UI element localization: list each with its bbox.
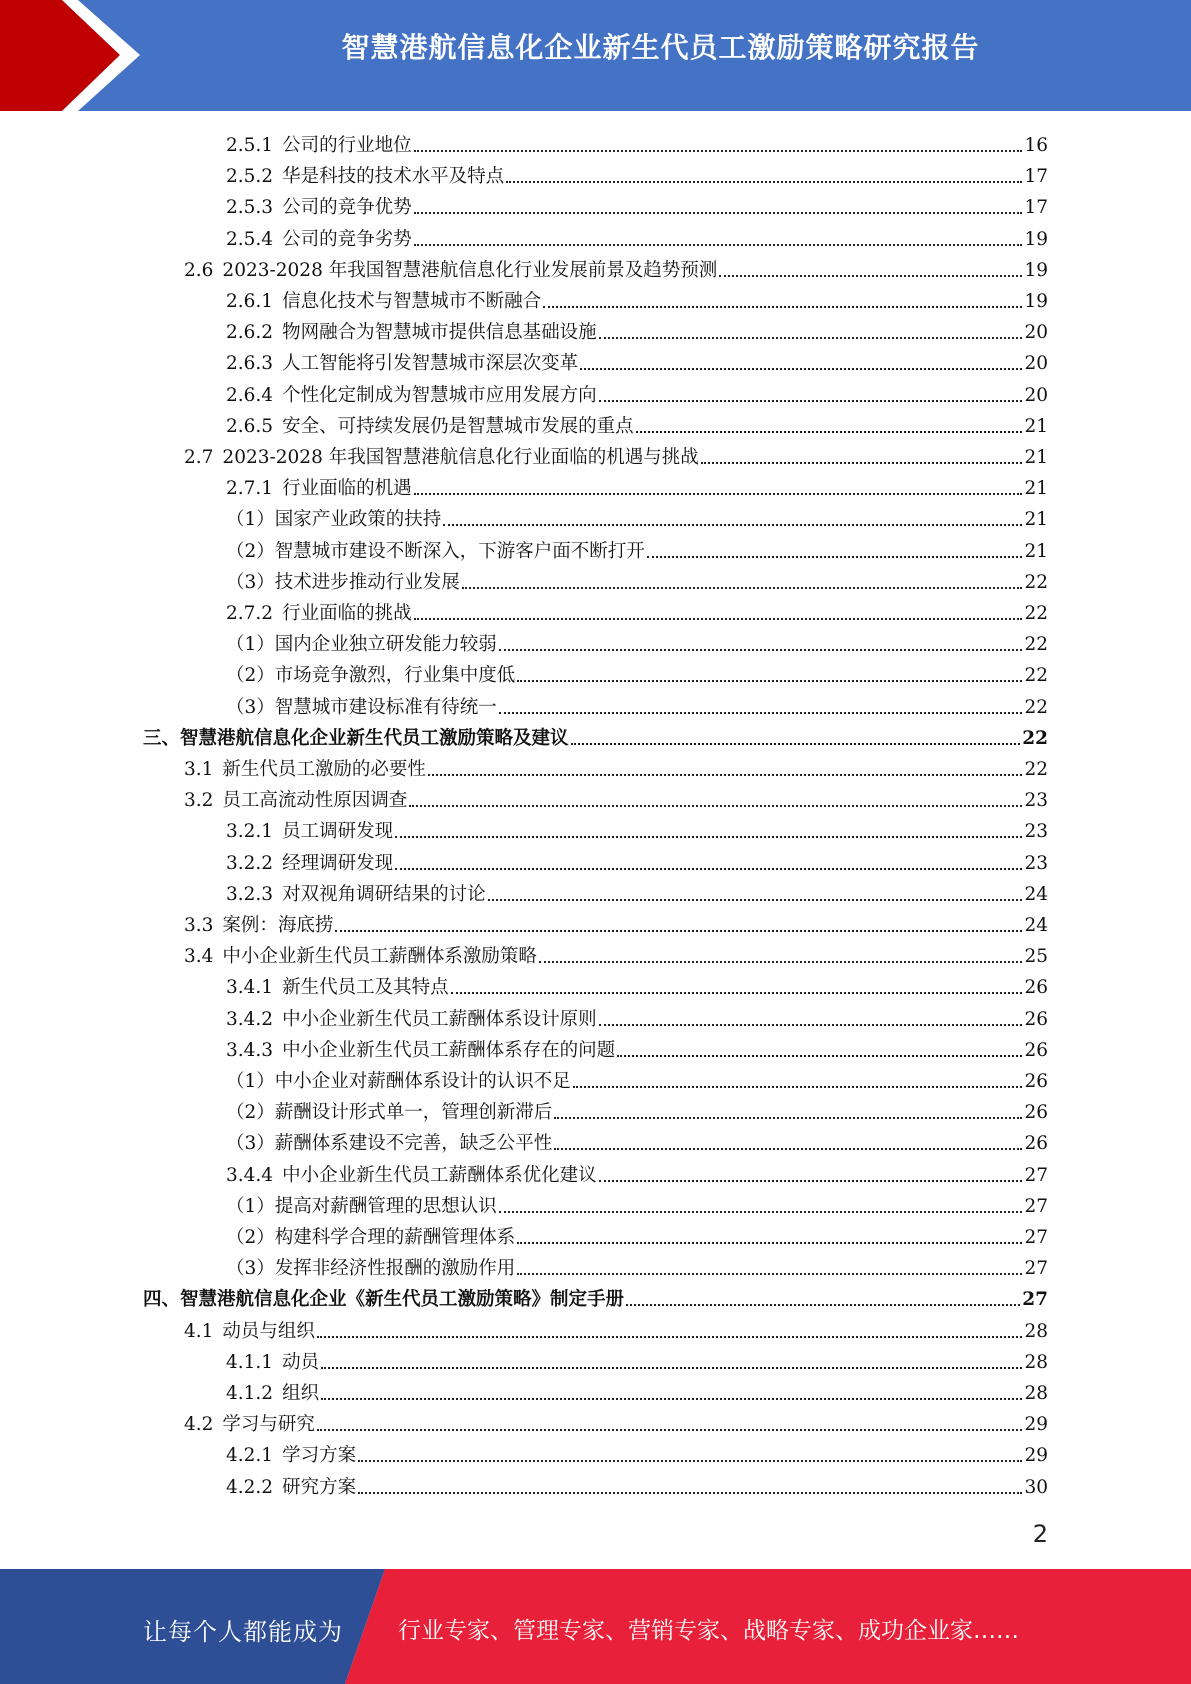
toc-entry[interactable] [184, 907, 1048, 937]
toc-entry-title: 薪酬设计形式单一，管理创新滞后 [274, 1102, 553, 1124]
toc-dot-leader [599, 1024, 1023, 1026]
toc-entry-number: 3.3 [184, 915, 214, 936]
toc-entry-title: 新生代员工及其特点 [282, 977, 449, 999]
toc-entry-title: 智慧港航信息化企业新生代员工激励策略及建议 [180, 727, 569, 749]
toc-entry[interactable] [226, 876, 1048, 906]
toc-dot-leader [335, 930, 1022, 932]
toc-entry-page: 21 [1024, 509, 1048, 531]
toc-dot-leader [517, 1242, 1022, 1244]
toc-entry-page: 19 [1024, 228, 1048, 250]
toc-entry-page: 21 [1024, 540, 1048, 562]
toc-entry-number: 3.2.3 [226, 883, 274, 905]
toc-entry-page: 27 [1022, 1289, 1048, 1311]
toc-dot-leader [499, 1211, 1023, 1213]
toc-entry-title: 市场竞争激烈，行业集中度低 [274, 665, 516, 687]
toc-entry-title: 员工高流动性原因调查 [222, 790, 408, 812]
toc-entry[interactable] [226, 1375, 1048, 1405]
toc-entry-title: 公司的竞争优势 [282, 197, 412, 219]
toc-entry-title: 技术进步推动行业发展 [274, 571, 460, 593]
toc-entry-number: 2.7 [184, 447, 214, 468]
toc-entry-number: （2） [226, 665, 275, 687]
toc-dot-leader [321, 1367, 1022, 1369]
toc-entry-page: 23 [1024, 821, 1048, 843]
toc-entry-page: 24 [1024, 883, 1048, 905]
toc-entry[interactable] [226, 127, 1048, 157]
toc-entry-title: 信息化技术与智慧城市不断融合 [282, 291, 542, 312]
toc-entry[interactable] [184, 252, 1048, 282]
toc-entry[interactable] [184, 782, 1048, 812]
toc-dot-leader [636, 431, 1023, 433]
toc-entry-title: 案例：海底捞 [222, 915, 334, 936]
toc-entry[interactable] [184, 938, 1048, 968]
toc-entry-title: 组织 [282, 1383, 320, 1404]
toc-dot-leader [414, 618, 1023, 620]
toc-entry-number: 三、 [143, 727, 181, 749]
toc-entry-title: 物网融合为智慧城市提供信息基础设施 [282, 322, 597, 344]
toc-entry[interactable] [226, 1063, 1048, 1093]
toc-entry[interactable] [226, 1469, 1048, 1499]
toc-dot-leader [395, 836, 1022, 838]
toc-entry-page: 22 [1024, 665, 1048, 687]
toc-dot-leader [539, 961, 1023, 963]
toc-dot-leader [414, 212, 1023, 214]
toc-entry-number: 4.2 [184, 1414, 214, 1436]
toc-dot-leader [451, 992, 1023, 994]
toc-dot-leader [626, 1304, 1020, 1306]
toc-entry-number: 2.5.3 [226, 197, 274, 219]
toc-entry-number: 3.4.2 [226, 1008, 274, 1030]
toc-dot-leader [554, 1148, 1022, 1150]
toc-entry[interactable] [226, 1437, 1048, 1467]
toc-entry-title: 新生代员工激励的必要性 [222, 759, 426, 780]
toc-entry[interactable] [226, 1001, 1048, 1031]
toc-entry-title: 学习方案 [282, 1445, 357, 1467]
toc-entry-number: 3.4.3 [226, 1039, 274, 1061]
toc-entry-number: （1） [226, 634, 275, 656]
toc-entry-number: 四、 [143, 1289, 181, 1311]
toc-entry-page: 22 [1022, 727, 1048, 749]
toc-entry-title: 行业面临的机遇 [282, 478, 412, 500]
toc-entry-page: 29 [1024, 1414, 1048, 1436]
toc-entry[interactable] [226, 1157, 1048, 1187]
toc-entry[interactable] [226, 1032, 1048, 1062]
toc-entry[interactable] [226, 626, 1048, 656]
toc-entry-number: 3.1 [184, 759, 214, 780]
toc-entry-title: 行业面临的挑战 [282, 603, 412, 624]
toc-dot-leader [647, 556, 1023, 558]
toc-dot-leader [488, 899, 1023, 901]
toc-entry-title: 学习与研究 [222, 1414, 315, 1436]
toc-dot-leader [580, 368, 1022, 370]
toc-entry[interactable] [226, 657, 1048, 687]
toc-dot-leader [517, 680, 1022, 682]
toc-entry-title: 公司的竞争劣势 [282, 228, 412, 250]
toc-entry-number: （3） [226, 1258, 275, 1280]
toc-entry-title: 国家产业政策的扶持 [274, 509, 442, 531]
toc-entry-number: （1） [226, 1071, 275, 1092]
toc-entry-title: 智慧城市建设标准有待统一 [274, 696, 497, 718]
toc-dot-leader [395, 868, 1022, 870]
toc-entry-title: 中小企业新生代员工薪酬体系存在的问题 [282, 1039, 616, 1061]
toc-dot-leader [701, 462, 1023, 464]
toc-entry[interactable] [143, 1281, 1048, 1311]
toc-entry[interactable] [226, 969, 1048, 999]
toc-entry-number: （2） [226, 1227, 275, 1248]
toc-entry-page: 22 [1024, 759, 1048, 780]
toc-entry-title: 经理调研发现 [282, 852, 394, 874]
toc-dot-leader [428, 774, 1023, 776]
toc-entry-page: 26 [1024, 1039, 1048, 1061]
toc-dot-leader [517, 1273, 1022, 1275]
toc-entry[interactable] [226, 470, 1048, 500]
toc-entry-page: 25 [1024, 946, 1048, 968]
toc-entry-page: 16 [1024, 135, 1048, 156]
toc-entry[interactable] [226, 1125, 1048, 1155]
toc-entry-page: 22 [1024, 696, 1048, 718]
toc-dot-leader [499, 649, 1023, 651]
toc-entry[interactable] [226, 377, 1048, 407]
toc-entry-number: 2.5.4 [226, 228, 274, 250]
toc-entry-number: 3.2.1 [226, 821, 274, 843]
toc-entry-number: 3.4 [184, 946, 214, 968]
toc-entry-page: 28 [1024, 1383, 1048, 1404]
toc-entry-page: 27 [1024, 1195, 1048, 1217]
page-number: 2 [1032, 1520, 1048, 1548]
toc-entry-number: 2.6.5 [226, 415, 274, 437]
toc-entry[interactable] [226, 689, 1048, 719]
toc-dot-leader [409, 805, 1022, 807]
toc-entry-title: 动员与组织 [222, 1320, 315, 1342]
toc-entry-page: 26 [1024, 1008, 1048, 1030]
toc-entry-title: 华是科技的技术水平及特点 [282, 166, 505, 188]
toc-dot-leader [462, 587, 1023, 589]
toc-entry-page: 26 [1024, 1102, 1048, 1124]
toc-entry-title: 个性化定制成为智慧城市应用发展方向 [282, 384, 597, 406]
toc-entry-page: 17 [1024, 197, 1048, 219]
toc-entry-title: 中小企业新生代员工薪酬体系激励策略 [222, 946, 537, 968]
toc-dot-leader [358, 1492, 1022, 1494]
toc-entry-page: 27 [1024, 1164, 1048, 1186]
toc-entry-page: 27 [1024, 1227, 1048, 1248]
toc-entry-page: 26 [1024, 1071, 1048, 1092]
toc-dot-leader [317, 1336, 1023, 1338]
toc-entry[interactable] [226, 564, 1048, 594]
toc-entry-number: （3） [226, 696, 275, 718]
toc-entry-number: 4.2.1 [226, 1445, 274, 1467]
toc-entry-number: 2.6.1 [226, 291, 274, 312]
toc-entry[interactable] [226, 1250, 1048, 1280]
toc-dot-leader [599, 1180, 1023, 1182]
toc-dot-leader [443, 524, 1022, 526]
toc-entry-number: （3） [226, 1133, 275, 1155]
toc-dot-leader [617, 1055, 1022, 1057]
toc-entry-page: 20 [1024, 322, 1048, 344]
toc-entry-page: 22 [1024, 603, 1048, 624]
toc-entry-number: 2.6.2 [226, 322, 274, 344]
footer-slogan-right: 行业专家、管理专家、营销专家、战略专家、成功企业家…… [398, 1618, 1019, 1644]
toc-entry[interactable] [226, 158, 1048, 188]
toc-entry-number: 4.1 [184, 1320, 214, 1342]
toc-entry[interactable] [226, 345, 1048, 375]
toc-entry-title: 中小企业对薪酬体系设计的认识不足 [274, 1071, 571, 1092]
toc-entry-title: 人工智能将引发智慧城市深层次变革 [282, 353, 579, 375]
toc-dot-leader [317, 1429, 1023, 1431]
toc-dot-leader [321, 1398, 1022, 1400]
toc-entry-number: （1） [226, 509, 275, 531]
toc-entry[interactable] [184, 1406, 1048, 1436]
toc-dot-leader [543, 306, 1022, 308]
toc-entry-title: 国内企业独立研发能力较弱 [274, 634, 497, 656]
toc-entry-title: 研究方案 [282, 1476, 357, 1498]
toc-entry-title: 2023-2028 年我国智慧港航信息化行业面临的机遇与挑战 [222, 447, 699, 468]
toc-entry[interactable] [226, 408, 1048, 438]
toc-entry-title: 2023-2028 年我国智慧港航信息化行业发展前景及趋势预测 [222, 259, 718, 281]
toc-entry-number: 3.2 [184, 790, 214, 812]
toc-entry-page: 27 [1024, 1258, 1048, 1280]
toc-dot-leader [499, 712, 1023, 714]
toc-entry-page: 21 [1024, 478, 1048, 500]
header-chevron-graphic [0, 0, 160, 111]
document-title: 智慧港航信息化企业新生代员工激励策略研究报告 [341, 31, 980, 64]
toc-entry-page: 30 [1024, 1476, 1048, 1498]
toc-entry-title: 员工调研发现 [282, 821, 394, 843]
toc-entry-number: 4.2.2 [226, 1476, 274, 1498]
toc-entry[interactable] [226, 1344, 1048, 1374]
toc-entry-page: 29 [1024, 1445, 1048, 1467]
toc-entry-page: 17 [1024, 166, 1048, 188]
toc-dot-leader [573, 1086, 1023, 1088]
toc-dot-leader [414, 150, 1023, 152]
toc-entry-page: 20 [1024, 353, 1048, 375]
toc-dot-leader [719, 275, 1022, 277]
toc-entry[interactable] [184, 439, 1048, 469]
toc-dot-leader [571, 743, 1021, 745]
toc-entry[interactable] [226, 1094, 1048, 1124]
toc-entry-page: 23 [1024, 852, 1048, 874]
toc-entry-title: 动员 [282, 1351, 320, 1373]
toc-dot-leader [554, 1117, 1022, 1119]
toc-entry-page: 22 [1024, 571, 1048, 593]
toc-entry-number: 3.2.2 [226, 852, 274, 874]
toc-entry-number: 2.5.1 [226, 135, 274, 156]
toc-entry-page: 21 [1024, 447, 1048, 468]
toc-entry-number: 3.4.1 [226, 977, 274, 999]
toc-entry[interactable] [226, 283, 1048, 313]
toc-entry-page: 28 [1024, 1351, 1048, 1373]
toc-entry-page: 19 [1024, 291, 1048, 312]
toc-entry-page: 22 [1024, 634, 1048, 656]
toc-entry-number: （2） [226, 540, 275, 562]
toc-entry-number: （3） [226, 571, 275, 593]
toc-entry-number: 2.7.2 [226, 603, 274, 624]
toc-entry[interactable] [226, 189, 1048, 219]
toc-dot-leader [599, 337, 1023, 339]
toc-entry[interactable] [226, 1219, 1048, 1249]
toc-entry-page: 23 [1024, 790, 1048, 812]
toc-dot-leader [414, 493, 1023, 495]
toc-entry[interactable] [226, 813, 1048, 843]
toc-entry[interactable] [226, 533, 1048, 563]
toc-entry-title: 薪酬体系建设不完善，缺乏公平性 [274, 1133, 553, 1155]
toc-dot-leader [506, 181, 1022, 183]
toc-entry[interactable] [184, 1313, 1048, 1343]
toc-entry-title: 安全、可持续发展仍是智慧城市发展的重点 [282, 415, 634, 437]
toc-entry-title: 中小企业新生代员工薪酬体系设计原则 [282, 1008, 597, 1030]
toc-entry-number: 2.6.3 [226, 353, 274, 375]
toc-entry-number: 2.7.1 [226, 478, 274, 500]
toc-entry[interactable] [226, 845, 1048, 875]
toc-entry[interactable] [184, 751, 1048, 781]
toc-entry-number: 3.4.4 [226, 1164, 274, 1186]
toc-entry-number: 2.6.4 [226, 384, 274, 406]
toc-entry-title: 智慧城市建设不断深入，下游客户面不断打开 [274, 540, 645, 562]
toc-entry-title: 对双视角调研结果的讨论 [282, 883, 486, 905]
toc-dot-leader [599, 400, 1023, 402]
toc-entry[interactable] [226, 314, 1048, 344]
toc-entry[interactable] [143, 720, 1048, 750]
toc-entry-title: 智慧港航信息化企业《新生代员工激励策略》制定手册 [180, 1289, 625, 1311]
toc-entry-number: 4.1.1 [226, 1351, 274, 1373]
toc-dot-leader [358, 1460, 1022, 1462]
toc-entry[interactable] [226, 221, 1048, 251]
toc-entry-page: 20 [1024, 384, 1048, 406]
footer-slogan-left: 让每个人都能成为 [143, 1618, 343, 1646]
toc-entry-title: 发挥非经济性报酬的激励作用 [274, 1258, 516, 1280]
toc-entry[interactable] [226, 1188, 1048, 1218]
page-header [0, 0, 1191, 111]
toc-entry-title: 中小企业新生代员工薪酬体系优化建议 [282, 1164, 597, 1186]
toc-entry[interactable] [226, 595, 1048, 625]
toc-entry-number: （2） [226, 1102, 275, 1124]
toc-entry[interactable] [226, 501, 1048, 531]
toc-entry-page: 26 [1024, 977, 1048, 999]
page-footer [0, 1569, 1191, 1684]
toc-entry-title: 提高对薪酬管理的思想认识 [274, 1195, 497, 1217]
toc-dot-leader [414, 244, 1023, 246]
toc-entry-number: 4.1.2 [226, 1383, 274, 1404]
toc-entry-title: 构建科学合理的薪酬管理体系 [274, 1227, 516, 1248]
toc-entry-page: 19 [1024, 259, 1048, 281]
toc-entry-page: 24 [1024, 915, 1048, 936]
toc-entry-title: 公司的行业地位 [282, 135, 412, 156]
toc-entry-number: （1） [226, 1195, 275, 1217]
toc-entry-page: 28 [1024, 1320, 1048, 1342]
toc-entry-number: 2.5.2 [226, 166, 274, 188]
toc-entry-number: 2.6 [184, 259, 214, 281]
toc-entry-page: 21 [1024, 415, 1048, 437]
toc-entry-page: 26 [1024, 1133, 1048, 1155]
